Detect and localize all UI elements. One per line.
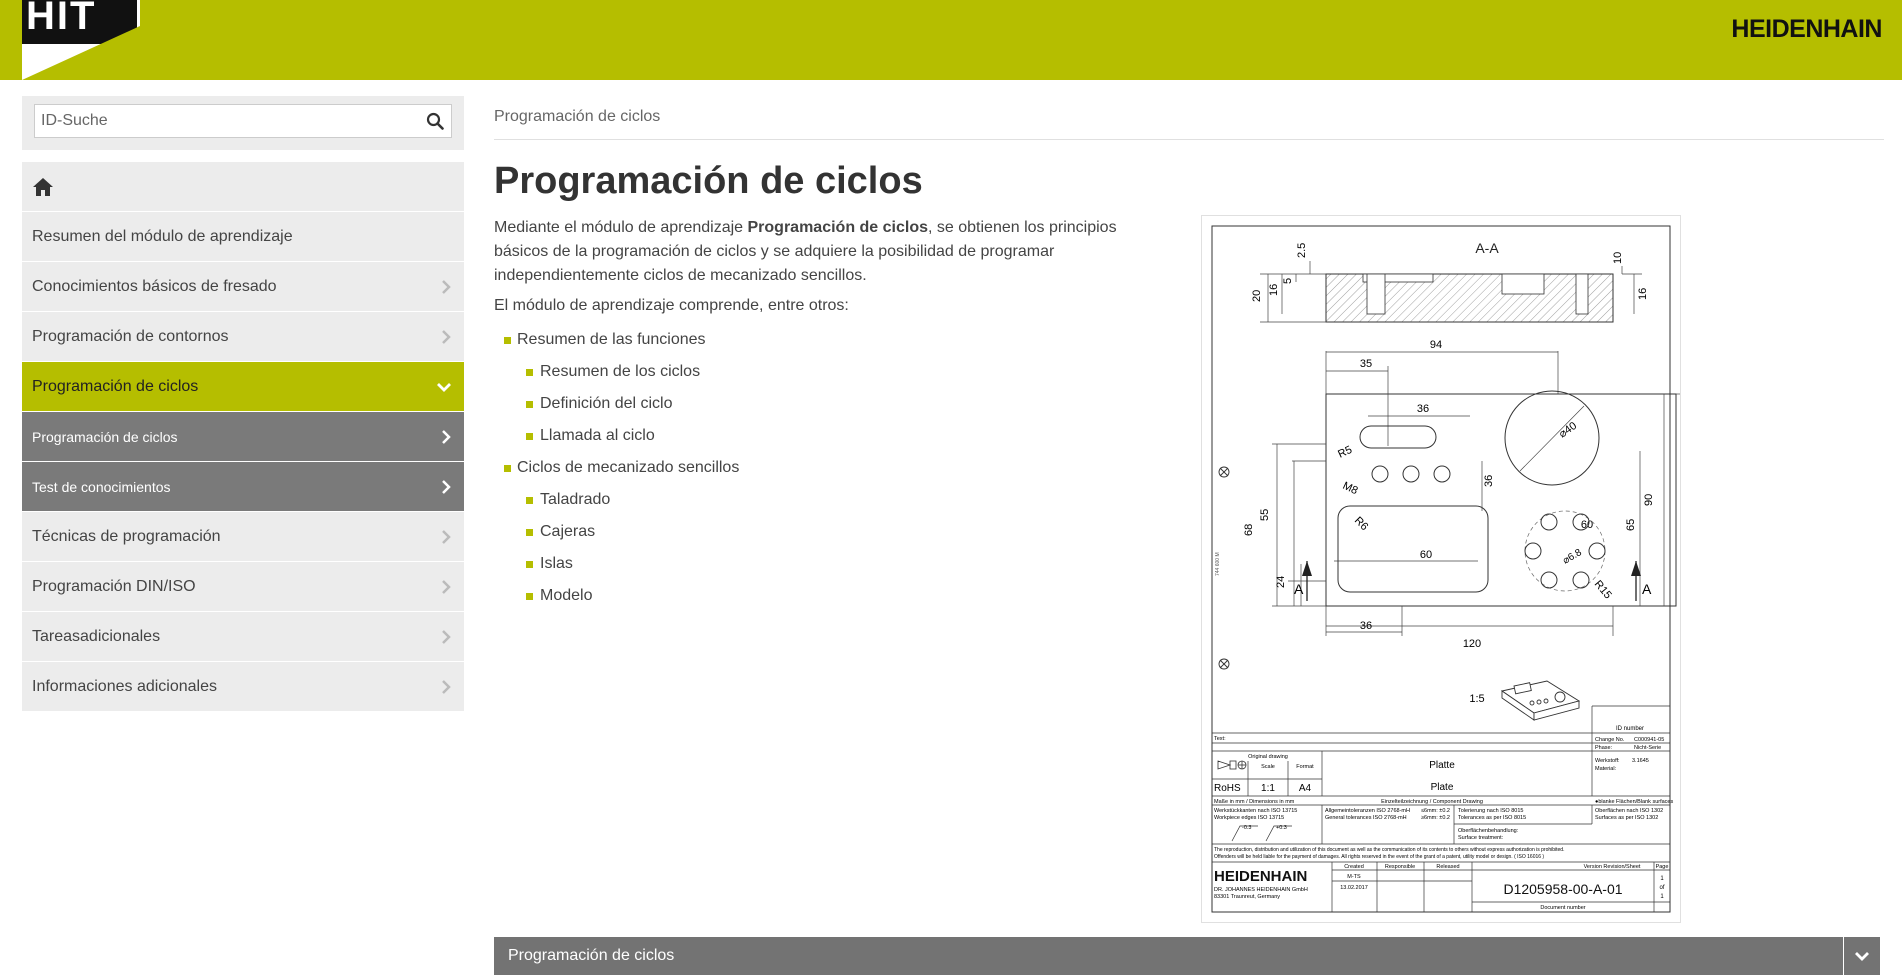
bullet <box>526 561 533 568</box>
iso-preview <box>1502 681 1579 720</box>
technical-drawing[interactable] <box>1201 215 1681 923</box>
svg-text:Original drawing: Original drawing <box>1248 754 1288 760</box>
list-item <box>494 452 1134 484</box>
svg-text:●blanke Flächen/Blank surfaces: ●blanke Flächen/Blank surfaces <box>1595 799 1674 805</box>
bullet <box>526 593 533 600</box>
svg-text:Page: Page <box>1655 864 1669 870</box>
sidebar-subitem-ciclos[interactable] <box>22 412 464 462</box>
accordion-toggle[interactable] <box>1843 937 1880 975</box>
sidebar-item-label: Programación de ciclos <box>32 377 199 395</box>
svg-text:R6: R6 <box>1351 514 1371 534</box>
main-content <box>494 216 1134 612</box>
svg-text:≤6mm: ±0.2: ≤6mm: ±0.2 <box>1421 808 1450 814</box>
svg-text:Oberflächenbehandlung:: Oberflächenbehandlung: <box>1458 828 1519 834</box>
svg-text:3.1645: 3.1645 <box>1632 758 1649 764</box>
list-item <box>494 388 1134 420</box>
svg-text:≥6mm: ±0.2: ≥6mm: ±0.2 <box>1421 815 1450 821</box>
svg-text:36: 36 <box>1359 620 1373 632</box>
svg-text:-0.3: -0.3 <box>1242 825 1252 831</box>
list-item-label: Definición del ciclo <box>540 395 673 412</box>
svg-text:⌀6.8: ⌀6.8 <box>1561 547 1584 567</box>
chevron-right-icon <box>440 629 452 645</box>
sidebar-item-label: Conocimientos básicos de fresado <box>32 277 277 295</box>
svg-text:DR. JOHANNES HEIDENHAIN GmbH: DR. JOHANNES HEIDENHAIN GmbH <box>1214 887 1308 893</box>
svg-text:of: of <box>1659 885 1665 891</box>
list-item <box>494 580 1134 612</box>
svg-text:Document number: Document number <box>1540 905 1586 911</box>
svg-text:Offenders will be held liable: Offenders will be held liable for the payment of damages. All rights reserved in the event of the grant of a patent, utility model or design. ( ISO 16016 ) <box>1214 854 1545 860</box>
sidebar-item-label: Tareasadicionales <box>32 627 161 645</box>
svg-text:Allgemeintoleranzen ISO 2768-m: Allgemeintoleranzen ISO 2768-mH <box>1325 808 1410 814</box>
sidebar-nav <box>22 162 464 712</box>
chevron-right-icon <box>440 679 452 695</box>
svg-text:Oberflächen nach ISO 1302: Oberflächen nach ISO 1302 <box>1595 808 1664 814</box>
svg-text:2.5: 2.5 <box>1296 242 1308 258</box>
list-item <box>494 548 1134 580</box>
list-item-label: Resumen de los ciclos <box>540 363 701 380</box>
svg-text:R5: R5 <box>1336 443 1355 461</box>
svg-text:10: 10 <box>1612 251 1624 264</box>
page-title: Programación de ciclos <box>494 160 923 202</box>
chevron-right-icon <box>440 479 452 495</box>
sidebar-item-resumen[interactable] <box>22 212 464 262</box>
bullet <box>526 529 533 536</box>
svg-text:90: 90 <box>1643 493 1655 506</box>
svg-text:13.02.2017: 13.02.2017 <box>1340 885 1368 891</box>
svg-text:36: 36 <box>1483 474 1495 487</box>
sidebar <box>22 96 464 712</box>
list-item-label: Cajeras <box>540 523 596 540</box>
svg-text:65: 65 <box>1625 518 1637 531</box>
sidebar-item-label: Resumen del módulo de aprendizaje <box>32 227 293 245</box>
svg-text:1: 1 <box>1660 876 1664 882</box>
intro-bold: Programación de ciclos <box>747 219 929 236</box>
svg-text:+0.3: +0.3 <box>1276 825 1287 831</box>
svg-text:Werkstückkanten nach ISO 13715: Werkstückkanten nach ISO 13715 <box>1214 808 1298 814</box>
svg-text:A: A <box>1642 581 1652 597</box>
section-label: A-A <box>1475 240 1499 256</box>
svg-text:Change No.: Change No. <box>1595 737 1625 743</box>
heidenhain-brand[interactable]: HEIDENHAIN <box>1731 15 1882 43</box>
bullet <box>526 401 533 408</box>
sidebar-item-tecnicas[interactable] <box>22 512 464 562</box>
svg-text:24: 24 <box>1275 575 1287 588</box>
hit-logo[interactable] <box>22 0 140 80</box>
home-icon <box>32 177 54 197</box>
svg-text:R15: R15 <box>1591 578 1614 602</box>
header-bar <box>0 0 1902 80</box>
svg-text:20: 20 <box>1251 289 1263 302</box>
sidebar-item-informaciones[interactable] <box>22 662 464 712</box>
svg-text:M8: M8 <box>1340 479 1360 498</box>
accordion-header[interactable] <box>494 937 1880 975</box>
svg-text:Created: Created <box>1344 864 1364 870</box>
bullet <box>526 369 533 376</box>
svg-text:1:5: 1:5 <box>1469 693 1485 705</box>
svg-text:Einzelteilzeichnung / Componen: Einzelteilzeichnung / Component Drawing <box>1381 799 1483 805</box>
sidebar-item-label: Técnicas de programación <box>32 527 221 545</box>
bullet <box>504 465 511 472</box>
list-item-label: Modelo <box>540 587 593 604</box>
sidebar-item-fresado[interactable] <box>22 262 464 312</box>
sidebar-item-label: Programación de ciclos <box>32 428 178 445</box>
svg-text:16: 16 <box>1637 287 1649 300</box>
svg-text:D1205958-00-A-01: D1205958-00-A-01 <box>1503 881 1623 897</box>
list-item-label: Resumen de las funciones <box>517 331 706 348</box>
svg-text:Phase:: Phase: <box>1595 745 1613 751</box>
svg-text:Tolerances as per ISO 8015: Tolerances as per ISO 8015 <box>1458 815 1527 821</box>
svg-text:35: 35 <box>1359 358 1373 370</box>
chevron-right-icon <box>440 329 452 345</box>
logo-text: HIT <box>26 0 97 38</box>
chevron-down-icon <box>436 381 452 393</box>
svg-text:Nicht-Serie: Nicht-Serie <box>1634 745 1662 751</box>
svg-text:RoHS: RoHS <box>1214 783 1241 794</box>
svg-text:HEIDENHAIN: HEIDENHAIN <box>1214 868 1308 885</box>
breadcrumb[interactable]: Programación de ciclos <box>494 108 661 125</box>
svg-text:120: 120 <box>1462 638 1482 650</box>
sidebar-item-tareas[interactable] <box>22 612 464 662</box>
drawing-svg <box>1202 216 1680 922</box>
list-item-label: Ciclos de mecanizado sencillos <box>517 459 740 476</box>
svg-text:Maße in mm / Dimensions in mm: Maße in mm / Dimensions in mm <box>1214 799 1295 805</box>
list-item <box>494 420 1134 452</box>
bullet <box>526 433 533 440</box>
svg-text:744 600 M: 744 600 M <box>1215 552 1221 576</box>
svg-text:Werkstoff:: Werkstoff: <box>1595 758 1620 764</box>
svg-text:Format: Format <box>1296 764 1314 770</box>
svg-text:5: 5 <box>1282 277 1294 284</box>
svg-text:Responsible: Responsible <box>1384 864 1416 870</box>
svg-text:83301 Traunreut, Germany: 83301 Traunreut, Germany <box>1214 894 1281 900</box>
svg-text:Version Revision/Sheet: Version Revision/Sheet <box>1583 864 1641 870</box>
svg-text:The reproduction, distribution: The reproduction, distribution and utilization of this document as well as the communication of its contents to others without express authorization is prohibited. <box>1214 847 1565 853</box>
chevron-right-icon <box>440 579 452 595</box>
svg-text:1:1: 1:1 <box>1261 783 1275 794</box>
svg-text:60: 60 <box>1580 519 1594 531</box>
bullet <box>504 337 511 344</box>
sidebar-item-ciclos[interactable] <box>22 362 464 412</box>
list-item <box>494 324 1134 356</box>
sidebar-item-label: Test de conocimientos <box>32 478 171 495</box>
list-item <box>494 356 1134 388</box>
svg-text:1: 1 <box>1660 894 1664 900</box>
search-input[interactable] <box>34 104 452 138</box>
list-intro: El módulo de aprendizaje comprende, entre otros: <box>494 297 849 314</box>
list-item <box>494 516 1134 548</box>
svg-text:16: 16 <box>1268 283 1280 296</box>
svg-text:60: 60 <box>1419 549 1433 561</box>
divider <box>494 139 1884 140</box>
sidebar-item-contornos[interactable] <box>22 312 464 362</box>
module-list <box>494 324 1134 612</box>
list-item-label: Islas <box>540 555 573 572</box>
search-icon[interactable] <box>426 112 444 130</box>
svg-text:Tolerierung nach ISO 8015: Tolerierung nach ISO 8015 <box>1458 808 1524 814</box>
svg-text:Plate: Plate <box>1430 782 1454 793</box>
svg-text:Workpiece edges ISO 13715: Workpiece edges ISO 13715 <box>1214 815 1285 821</box>
chevron-right-icon <box>440 279 452 295</box>
chevron-right-icon <box>440 529 452 545</box>
sidebar-item-label: Informaciones adicionales <box>32 677 217 695</box>
svg-text:36: 36 <box>1416 403 1430 415</box>
svg-text:⌀40: ⌀40 <box>1556 419 1580 441</box>
list-item-label: Llamada al ciclo <box>540 427 655 444</box>
sidebar-item-home[interactable] <box>22 162 464 212</box>
svg-text:M-TS: M-TS <box>1347 874 1361 880</box>
sidebar-item-label: Programación DIN/ISO <box>32 577 196 595</box>
intro-paragraph <box>494 216 1134 288</box>
svg-text:Text:: Text: <box>1214 736 1226 742</box>
svg-text:A: A <box>1294 581 1304 597</box>
svg-text:Material:: Material: <box>1595 766 1617 772</box>
svg-text:Released: Released <box>1436 864 1460 870</box>
list-item <box>494 484 1134 516</box>
svg-text:Scale: Scale <box>1261 764 1275 770</box>
svg-text:55: 55 <box>1259 508 1271 521</box>
svg-text:A4: A4 <box>1298 783 1312 794</box>
svg-text:Surface treatment:: Surface treatment: <box>1458 835 1504 841</box>
bullet <box>526 497 533 504</box>
svg-text:General tolerances ISO 2768-mH: General tolerances ISO 2768-mH <box>1325 815 1407 821</box>
svg-text:Platte: Platte <box>1429 760 1455 771</box>
svg-text:Surfaces as per ISO 1302: Surfaces as per ISO 1302 <box>1595 815 1659 821</box>
svg-text:ID number: ID number <box>1615 726 1645 732</box>
svg-text:C000941-05: C000941-05 <box>1634 737 1665 743</box>
search-box <box>22 96 464 150</box>
sidebar-item-label: Programación de contornos <box>32 327 229 345</box>
accordion-label: Programación de ciclos <box>508 947 675 964</box>
list-item-label: Taladrado <box>540 491 611 508</box>
svg-text:68: 68 <box>1243 523 1255 536</box>
intro-text: , se obtienen los principios básicos de la programación de ciclos y se adquiere la posibilidad de programar independientemente ciclos de mecanizado sencillos. <box>494 219 1117 284</box>
sidebar-subitem-test[interactable] <box>22 462 464 512</box>
chevron-right-icon <box>440 429 452 445</box>
intro-text: Mediante el módulo de aprendizaje <box>494 219 748 236</box>
chevron-down-icon <box>1854 950 1870 962</box>
svg-text:94: 94 <box>1429 339 1443 351</box>
sidebar-item-din-iso[interactable] <box>22 562 464 612</box>
